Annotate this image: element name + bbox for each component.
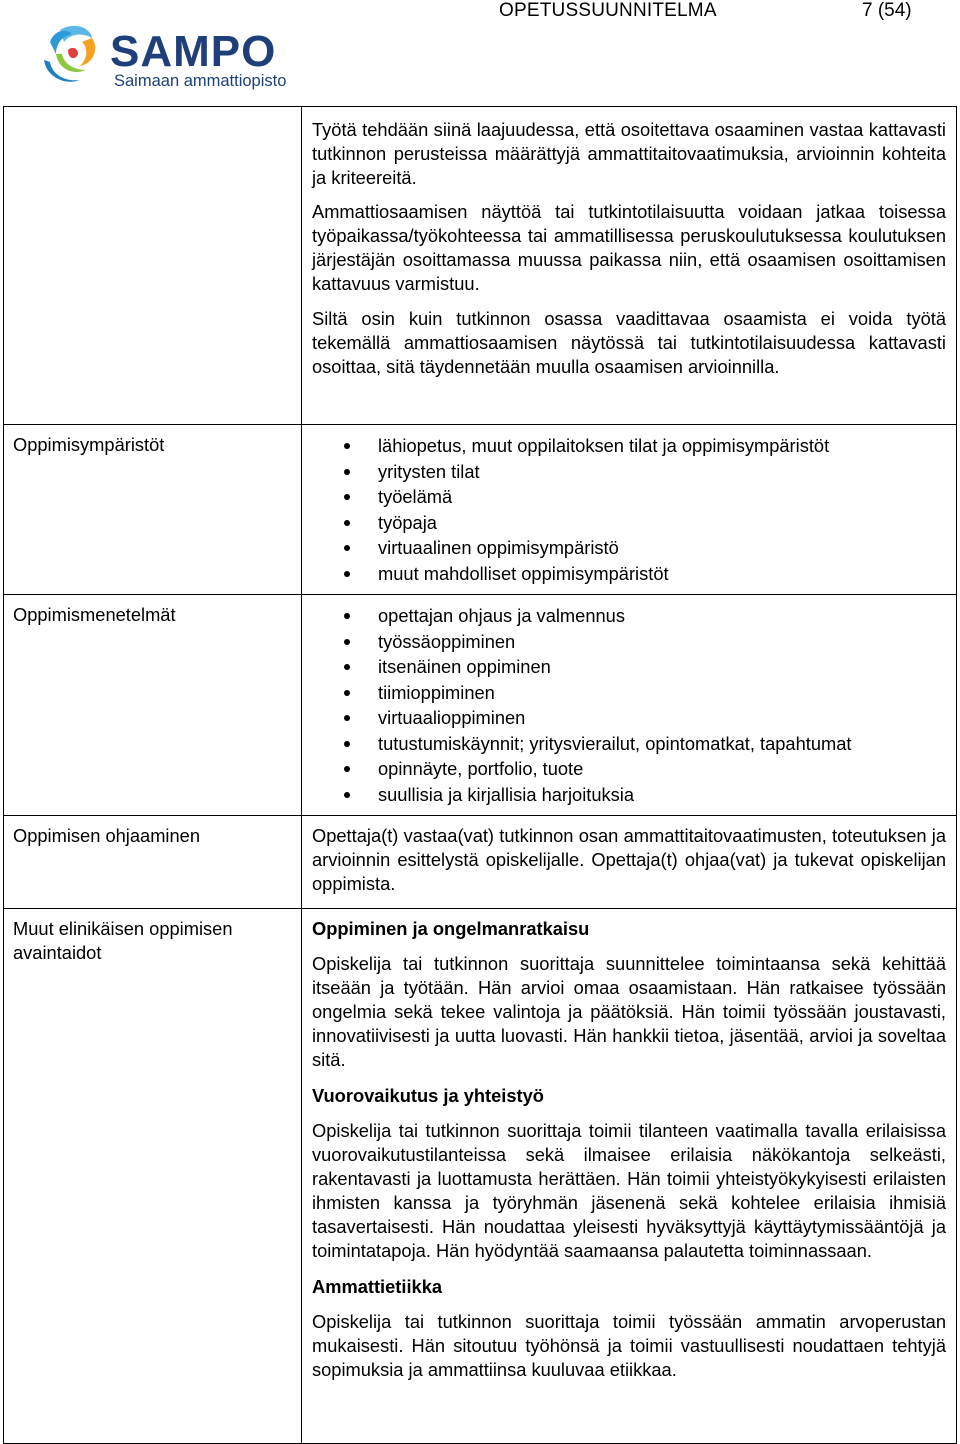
list-item: virtuaalinen oppimisympäristö: [312, 535, 946, 561]
methods-label-cell: [4, 595, 302, 816]
intro-label-cell: [4, 107, 302, 425]
bullet-icon: [344, 664, 350, 670]
list-item: työelämä: [312, 484, 946, 510]
bullet-icon: [344, 545, 350, 551]
environments-content-cell: [302, 425, 957, 595]
bullet-icon: [344, 443, 350, 449]
guidance-text: Opettaja(t) vastaa(vat) tutkinnon osan ammattitaitovaatimusten, toteutuksen ja arvioinnin esittelystä opiskelijalle. Opettaja(t) ohjaa(vat) ja tukevat opiskelijan oppimista.: [312, 825, 946, 894]
list-item: tiimioppiminen: [312, 680, 946, 706]
document-title: OPETUSSUUNNITELMA: [499, 0, 717, 21]
list-item: muut mahdolliset oppimisympäristöt: [312, 561, 946, 587]
section-text: Opiskelija tai tutkinnon suorittaja toimii työssään ammatin arvoperustan mukaisesti. Hän sitoutuu työhönsä ja toimii vastuullisesti noudattaen tehtyjä sopimuksia ja ammattiinsa kuuluvaa etiikkaa.: [312, 1311, 946, 1380]
bullet-icon: [344, 520, 350, 526]
bullet-icon: [344, 571, 350, 577]
bullet-icon: [344, 741, 350, 747]
curriculum-table: [3, 106, 957, 1444]
list-item: opinnäyte, portfolio, tuote: [312, 756, 946, 782]
intro-paragraph: Ammattiosaamisen näyttöä tai tutkintotilaisuutta voidaan jatkaa toisessa työpaikassa/työkohteessa tai ammatillisessa peruskoulutuksessa koulutuksen järjestäjän osoittamassa muussa paikassa niin, että osaamisen osoittamisen kattavuus varmistuu.: [312, 201, 946, 294]
section-heading: Oppiminen ja ongelmanratkaisu: [312, 918, 590, 939]
row-label: Oppimismenetelmät: [13, 604, 176, 625]
guidance-content-cell: [302, 816, 957, 909]
skills-content-cell: [302, 909, 957, 1444]
intro-paragraph: Siltä osin kuin tutkinnon osassa vaadittavaa osaamista ei voida työtä tekemällä ammattiosaamisen näytössä tai tutkintotilaisuudessa kattavasti osoittaa, sitä täydennetään muulla osaamisen arvioinnilla.: [312, 308, 946, 377]
section-text: Opiskelija tai tutkinnon suorittaja suunnittelee toimintaansa sekä kehittää itseään ja työtään. Hän arvioi omaa osaamistaan. Hän ratkaisee työssään ongelmia sekä tekee valintoja ja päätöksiä. Hän toimii työssään joustavasti, innovatiivisesti ja uutta luovasti. Hän hankkii tietoa, jäsentää, arvioi ja soveltaa sitä.: [312, 953, 946, 1070]
page-number: 7 (54): [862, 0, 912, 21]
logo-wordmark: SAMPO: [110, 27, 277, 76]
page-header: [0, 0, 960, 100]
section-heading: Ammattietiikka: [312, 1276, 443, 1297]
methods-list: [312, 603, 946, 807]
list-item: lähiopetus, muut oppilaitoksen tilat ja oppimisympäristöt: [312, 433, 946, 459]
row-label: Oppimisen ohjaaminen: [13, 825, 200, 846]
list-item: yritysten tilat: [312, 459, 946, 485]
table-row-methods: [4, 595, 957, 816]
bullet-icon: [344, 690, 350, 696]
bullet-icon: [344, 639, 350, 645]
table-row-environments: [4, 425, 957, 595]
bullet-icon: [344, 494, 350, 500]
list-item: työssäoppiminen: [312, 629, 946, 655]
sampo-logo: [42, 20, 312, 96]
bullet-icon: [344, 613, 350, 619]
section-text: Opiskelija tai tutkinnon suorittaja toimii tilanteen vaatimalla tavalla erilaisissa vuorovaikutustilanteissa sekä ilmaisee erilaisia näkökantoja selkeästi, rakentavasti ja luottamusta herättäen. Hän toimii yhteistyökykyisesti erilaisten ihmisten kanssa ja työryhmän jäsenenä sekä kohtelee erilaisia ihmisiä tasavertaisesti. Hän noudattaa yleisesti hyväksyttyjä käyttäytymissääntöjä ja toimintatapoja. Hän hyödyntää saamaansa palautetta toiminnassaan.: [312, 1120, 946, 1261]
intro-content-cell: [302, 107, 957, 425]
logo-subtitle: Saimaan ammattiopisto: [114, 72, 287, 90]
list-item: suullisia ja kirjallisia harjoituksia: [312, 782, 946, 808]
list-item: työpaja: [312, 510, 946, 536]
bullet-icon: [344, 715, 350, 721]
skills-label-cell: [4, 909, 302, 1444]
bullet-icon: [344, 766, 350, 772]
environments-list: [312, 433, 946, 586]
list-item: virtuaalioppiminen: [312, 705, 946, 731]
row-label: Muut elinikäisen oppimisen avaintaidot: [13, 918, 233, 963]
list-item: opettajan ohjaus ja valmennus: [312, 603, 946, 629]
methods-content-cell: [302, 595, 957, 816]
guidance-label-cell: [4, 816, 302, 909]
table-row-guidance: [4, 816, 957, 909]
row-label: Oppimisympäristöt: [13, 434, 165, 455]
environments-label-cell: [4, 425, 302, 595]
section-heading: Vuorovaikutus ja yhteistyö: [312, 1085, 544, 1106]
table-row-intro: [4, 107, 957, 425]
list-item: itsenäinen oppiminen: [312, 654, 946, 680]
intro-paragraph: Työtä tehdään siinä laajuudessa, että osoitettava osaaminen vastaa kattavasti tutkinnon perusteissa määrättyjä ammattitaitovaatimuksia, arvioinnin kohteita ja kriteereitä.: [312, 119, 946, 188]
table-row-skills: [4, 909, 957, 1444]
bullet-icon: [344, 792, 350, 798]
bullet-icon: [344, 469, 350, 475]
list-item: tutustumiskäynnit; yritysvierailut, opintomatkat, tapahtumat: [312, 731, 946, 757]
